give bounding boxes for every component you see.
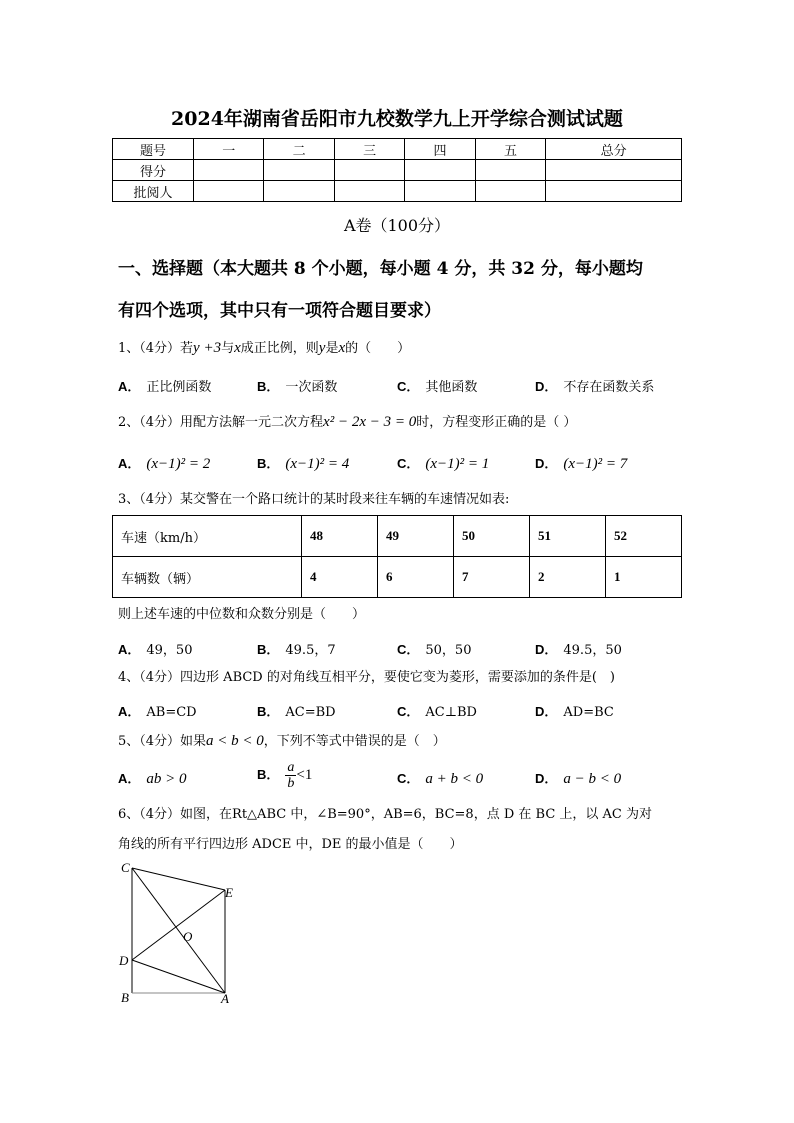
score-cell [475, 160, 545, 181]
score-cell [546, 181, 682, 202]
section-heading-line2: 有四个选项，其中只有一项符合题目要求） [118, 301, 441, 321]
table-cell: 三 [334, 139, 404, 160]
table-row [113, 139, 682, 160]
option-c[interactable] [397, 768, 483, 788]
option-letter: A． [118, 379, 141, 394]
q1-prefix: 1、（4分）若 [118, 341, 194, 356]
table-cell: 得分 [113, 160, 194, 181]
option-d[interactable] [535, 376, 654, 395]
label-o: O [183, 929, 193, 944]
question-3: 3、（4分）某交警在一个路口统计的某时段来往车辆的车速情况如表: [118, 492, 510, 507]
score-cell [194, 160, 264, 181]
q1-mid3: 是 [325, 341, 339, 356]
table-cell: 2 [530, 557, 606, 598]
option-d[interactable] [535, 701, 614, 720]
segment-da [132, 960, 225, 993]
option-text: AB=CD [146, 705, 197, 720]
score-cell [546, 160, 682, 181]
table-cell: 7 [454, 557, 530, 598]
score-cell [264, 160, 334, 181]
q2-prefix: 2、（4分）用配方法解一元二次方程 [118, 415, 324, 430]
option-text: 不存在函数关系 [563, 380, 655, 395]
question-4: 4、（4分）四边形 ABCD 的对角线互相平分，要使它变为菱形，需要添加的条件是( ) [118, 670, 616, 685]
option-letter: D． [535, 771, 558, 786]
option-text: a + b < 0 [425, 771, 484, 787]
score-cell [194, 181, 264, 202]
option-text: (x−1)² = 7 [563, 456, 628, 472]
option-letter: A． [118, 642, 141, 657]
table-cell: 车速（km/h） [113, 516, 302, 557]
option-letter: D． [535, 456, 558, 471]
table-cell: 48 [302, 516, 378, 557]
option-text: 50，50 [425, 643, 472, 658]
option-text: AD=BC [563, 705, 614, 720]
label-d: D [119, 953, 129, 968]
segment-de [132, 890, 225, 960]
option-text: 正比例函数 [146, 380, 212, 395]
fraction [285, 760, 296, 791]
page-title: 2024年湖南省岳阳市九校数学九上开学综合测试试题 [171, 108, 623, 130]
question-2 [118, 413, 576, 432]
option-text: 49，50 [146, 643, 193, 658]
table-row [113, 516, 682, 557]
table-row [113, 160, 682, 181]
volume-title: A卷（100分） [343, 216, 451, 235]
geometry-figure [115, 860, 245, 1010]
table-cell: 6 [378, 557, 454, 598]
score-cell [475, 181, 545, 202]
q1-mid2: 成正比例，则 [240, 341, 319, 356]
option-letter: D． [535, 704, 558, 719]
label-e: E [225, 885, 233, 900]
question-3-followup: 则上述车速的中位数和众数分别是（ ） [118, 607, 366, 622]
option-b[interactable] [257, 639, 336, 658]
question-6-line1: 6、（4分）如图，在Rt△ABC 中，∠B=90°，AB=6，BC=8，点 D 在 BC 上，以 AC 为对 [118, 807, 652, 822]
option-letter: B． [257, 704, 280, 719]
option-c[interactable] [397, 701, 477, 720]
table-cell: 4 [302, 557, 378, 598]
score-cell [264, 181, 334, 202]
score-cell [405, 181, 475, 202]
option-letter: A． [118, 771, 141, 786]
q5-suffix: ，下列不等式中错误的是（ ） [263, 734, 446, 749]
q5-prefix: 5、（4分）如果 [118, 734, 207, 749]
option-text: <1 [296, 767, 313, 783]
option-a[interactable] [118, 701, 197, 720]
section-heading-line1: 一、选择题（本大题共 8 个小题，每小题 4 分，共 32 分，每小题均 [118, 259, 643, 279]
option-letter: C． [397, 771, 420, 786]
table-cell: 50 [454, 516, 530, 557]
q1-x: x [234, 340, 241, 356]
speed-table [112, 515, 682, 598]
q1-y: y [318, 340, 326, 356]
table-cell: 二 [264, 139, 334, 160]
option-b[interactable] [257, 453, 349, 473]
option-text: 49.5，50 [563, 643, 622, 658]
table-cell: 51 [530, 516, 606, 557]
option-a[interactable] [118, 453, 210, 473]
table-cell: 总分 [546, 139, 682, 160]
fraction-numerator: a [287, 760, 295, 775]
table-cell: 题号 [113, 139, 194, 160]
option-letter: A． [118, 456, 141, 471]
option-d[interactable] [535, 768, 621, 788]
score-cell [334, 181, 404, 202]
table-row [113, 557, 682, 598]
option-text: (x−1)² = 2 [146, 456, 211, 472]
score-table [112, 138, 682, 202]
table-cell: 批阅人 [113, 181, 194, 202]
score-cell [334, 160, 404, 181]
q5-condition: a < b < 0 [206, 733, 264, 749]
option-text: 其他函数 [425, 380, 478, 395]
option-b[interactable] [257, 376, 337, 395]
option-text: ab > 0 [146, 771, 187, 787]
option-text: a − b < 0 [563, 771, 622, 787]
option-a[interactable] [118, 768, 187, 788]
q1-expr: y +3 [193, 340, 222, 356]
option-a[interactable] [118, 376, 211, 395]
option-letter: A． [118, 704, 141, 719]
option-b[interactable] [257, 760, 312, 791]
option-a[interactable] [118, 639, 192, 658]
option-text: 一次函数 [285, 380, 338, 395]
table-cell: 车辆数（辆） [113, 557, 302, 598]
question-5 [118, 732, 446, 751]
table-cell: 52 [606, 516, 682, 557]
score-cell [405, 160, 475, 181]
option-text: (x−1)² = 1 [425, 456, 490, 472]
label-c: C [121, 860, 130, 875]
option-d[interactable] [535, 639, 622, 658]
option-text: 49.5，7 [285, 643, 336, 658]
fraction-denominator: b [287, 776, 295, 791]
option-c[interactable] [397, 639, 471, 658]
question-6-line2: 角线的所有平行四边形 ADCE 中，DE 的最小值是（ ） [118, 837, 463, 852]
table-cell: 49 [378, 516, 454, 557]
option-text: AC⊥BD [425, 705, 477, 720]
option-letter: D． [535, 379, 558, 394]
option-letter: B． [257, 767, 280, 782]
option-b[interactable] [257, 701, 336, 720]
option-letter: C． [397, 456, 420, 471]
table-row [113, 181, 682, 202]
label-b: B [121, 990, 129, 1005]
q2-suffix: 时，方程变形正确的是（ ） [416, 415, 577, 430]
option-text: (x−1)² = 4 [285, 456, 350, 472]
q1-suffix: 的（ ） [345, 341, 411, 356]
option-c[interactable] [397, 376, 477, 395]
table-cell: 1 [606, 557, 682, 598]
option-letter: B． [257, 642, 280, 657]
label-a: A [221, 991, 229, 1006]
q2-equation: x² − 2x − 3 = 0 [323, 414, 417, 430]
option-letter: C． [397, 704, 420, 719]
q1-x2: x [338, 340, 346, 356]
option-letter: D． [535, 642, 558, 657]
option-d[interactable] [535, 453, 627, 473]
option-letter: B． [257, 456, 280, 471]
table-cell: 一 [194, 139, 264, 160]
table-cell: 四 [405, 139, 475, 160]
question-1 [118, 339, 410, 358]
option-letter: C． [397, 379, 420, 394]
q1-mid: 与 [221, 341, 235, 356]
option-c[interactable] [397, 453, 489, 473]
option-letter: C． [397, 642, 420, 657]
option-letter: B． [257, 379, 280, 394]
table-cell: 五 [475, 139, 545, 160]
option-text: AC=BD [285, 705, 336, 720]
